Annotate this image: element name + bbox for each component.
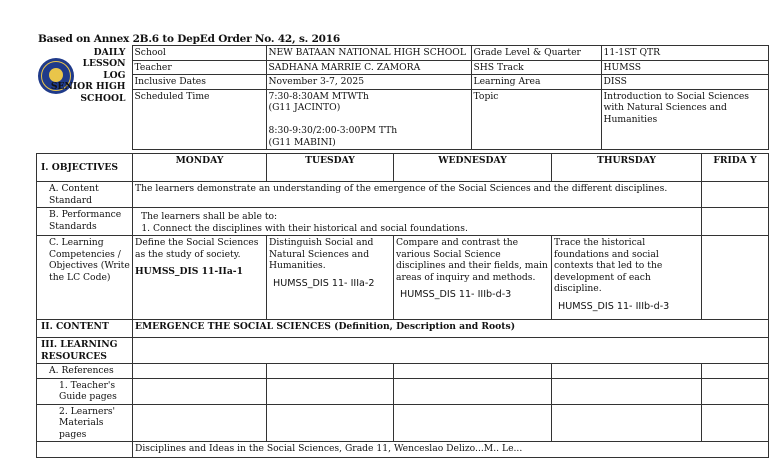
- school-label: School: [132, 46, 266, 61]
- content-text: EMERGENCE THE SOCIAL SCIENCES (Definition, Description and Roots): [133, 320, 769, 338]
- teacher-label: Teacher: [132, 60, 266, 75]
- teacher-value: SADHANA MARRIE C. ZAMORA: [266, 60, 471, 75]
- empty-cell: [394, 378, 552, 404]
- topic-value: Introduction to Social Sciences with Natural Sciences and Humanities: [601, 89, 768, 150]
- empty-cell: [133, 404, 267, 442]
- school-value: NEW BATAAN NATIONAL HIGH SCHOOL: [266, 46, 471, 61]
- dll-main-table: [36, 153, 769, 458]
- competencies-label: C. Learning Competencies / Objectives (Write the LC Code): [37, 236, 133, 320]
- empty-cell: [552, 364, 702, 379]
- lc-code: HUMSS_DIS 11- IIIb-d-3: [400, 289, 512, 300]
- empty-cell: [702, 364, 769, 379]
- competency-monday: [133, 236, 267, 320]
- time-line: (G11 MABINI): [268, 136, 336, 148]
- grade-label: Grade Level & Quarter: [471, 46, 601, 61]
- empty-cell: [133, 338, 769, 364]
- empty-cell: [702, 182, 769, 208]
- empty-cell: [394, 364, 552, 379]
- competency-tuesday: [267, 236, 394, 320]
- grade-value: 11-1ST QTR: [601, 46, 768, 61]
- dll-line: SENIOR HIGH: [50, 81, 126, 92]
- time-value: [266, 89, 471, 150]
- dll-line: LESSON: [82, 58, 126, 69]
- lc-code: HUMSS_DIS 11- IIIa-2: [273, 277, 375, 289]
- time-line: [269, 114, 469, 126]
- lc-code: HUMSS_DIS 11- IIIb-d-3: [558, 300, 670, 312]
- empty-cell: [552, 404, 702, 442]
- lc-code: HUMSS_DIS 11-IIa-1: [135, 266, 243, 277]
- empty-cell: [133, 364, 267, 379]
- competency-text: Define the Social Sciences as the study of society.: [135, 237, 259, 260]
- empty-cell: [702, 378, 769, 404]
- empty-cell: [702, 236, 769, 320]
- time-line: 7:30-8:30AM MTWTh: [268, 90, 369, 102]
- page-title: Based on Annex 2B.6 to DepEd Order No. 42, s. 2016: [38, 33, 340, 45]
- empty-cell: [702, 208, 769, 236]
- competency-thursday: [552, 236, 702, 320]
- content-heading: II. CONTENT: [37, 320, 133, 338]
- area-value: DISS: [601, 75, 768, 90]
- learners-materials-label: 2. Learners' Materials pages: [37, 404, 133, 442]
- dll-line: DAILY: [93, 46, 126, 58]
- teachers-guide-label: 1. Teacher's Guide pages: [37, 378, 133, 404]
- day-friday: FRIDA Y: [702, 154, 769, 182]
- dll-line: LOG: [103, 69, 126, 81]
- content-standard-label: A. Content Standard: [37, 182, 133, 208]
- performance-intro: The learners shall be able to:: [141, 211, 278, 222]
- competency-text: Trace the historical foundations and social contexts that led to the development of each discipline.: [554, 237, 663, 294]
- empty-cell: [267, 378, 394, 404]
- dates-value: November 3-7, 2025: [266, 75, 471, 90]
- learning-resources-heading: III. LEARNING RESOURCES: [37, 338, 133, 364]
- empty-cell: [702, 404, 769, 442]
- dates-label: Inclusive Dates: [132, 75, 266, 90]
- competency-text: Distinguish Social and Natural Sciences and Humanities.: [269, 237, 374, 271]
- empty-cell: [394, 404, 552, 442]
- competency-text: Compare and contrast the various Social Science disciplines and their fields, main areas of inquiry and methods.: [396, 237, 548, 283]
- track-label: SHS Track: [471, 60, 601, 75]
- objectives-heading: I. OBJECTIVES: [37, 154, 133, 182]
- area-label: Learning Area: [471, 75, 601, 90]
- dll-title-cell: [36, 46, 132, 150]
- empty-cell: [267, 404, 394, 442]
- performance-standard-label: B. Performance Standards: [37, 208, 133, 236]
- day-monday: MONDAY: [133, 154, 267, 182]
- dll-header-table: [36, 45, 769, 150]
- empty-cell: [267, 364, 394, 379]
- time-line: (G11 JACINTO): [268, 102, 341, 113]
- track-value: HUMSS: [601, 60, 768, 75]
- topic-label: Topic: [471, 89, 601, 150]
- day-thursday: THURSDAY: [552, 154, 702, 182]
- empty-cell: [133, 378, 267, 404]
- competency-wednesday: [394, 236, 552, 320]
- day-tuesday: TUESDAY: [267, 154, 394, 182]
- empty-cell: [37, 442, 133, 458]
- content-standard-text: The learners demonstrate an understanding of the emergence of the Social Sciences and the different disciplines.: [133, 182, 702, 208]
- dll-line: SCHOOL: [80, 92, 126, 104]
- performance-item: 1. Connect the disciplines with their historical and social foundations.: [153, 223, 699, 235]
- day-wednesday: WEDNESDAY: [394, 154, 552, 182]
- references-label: A. References: [37, 364, 133, 379]
- time-label: Scheduled Time: [132, 89, 266, 150]
- empty-cell: [552, 378, 702, 404]
- time-line: 8:30-9:30/2:00-3:00PM TTh: [268, 125, 398, 136]
- performance-standard-text: [133, 208, 702, 236]
- textbook-ref: Disciplines and Ideas in the Social Sciences, Grade 11, Wenceslao Delizo...M.. Le...: [133, 442, 769, 458]
